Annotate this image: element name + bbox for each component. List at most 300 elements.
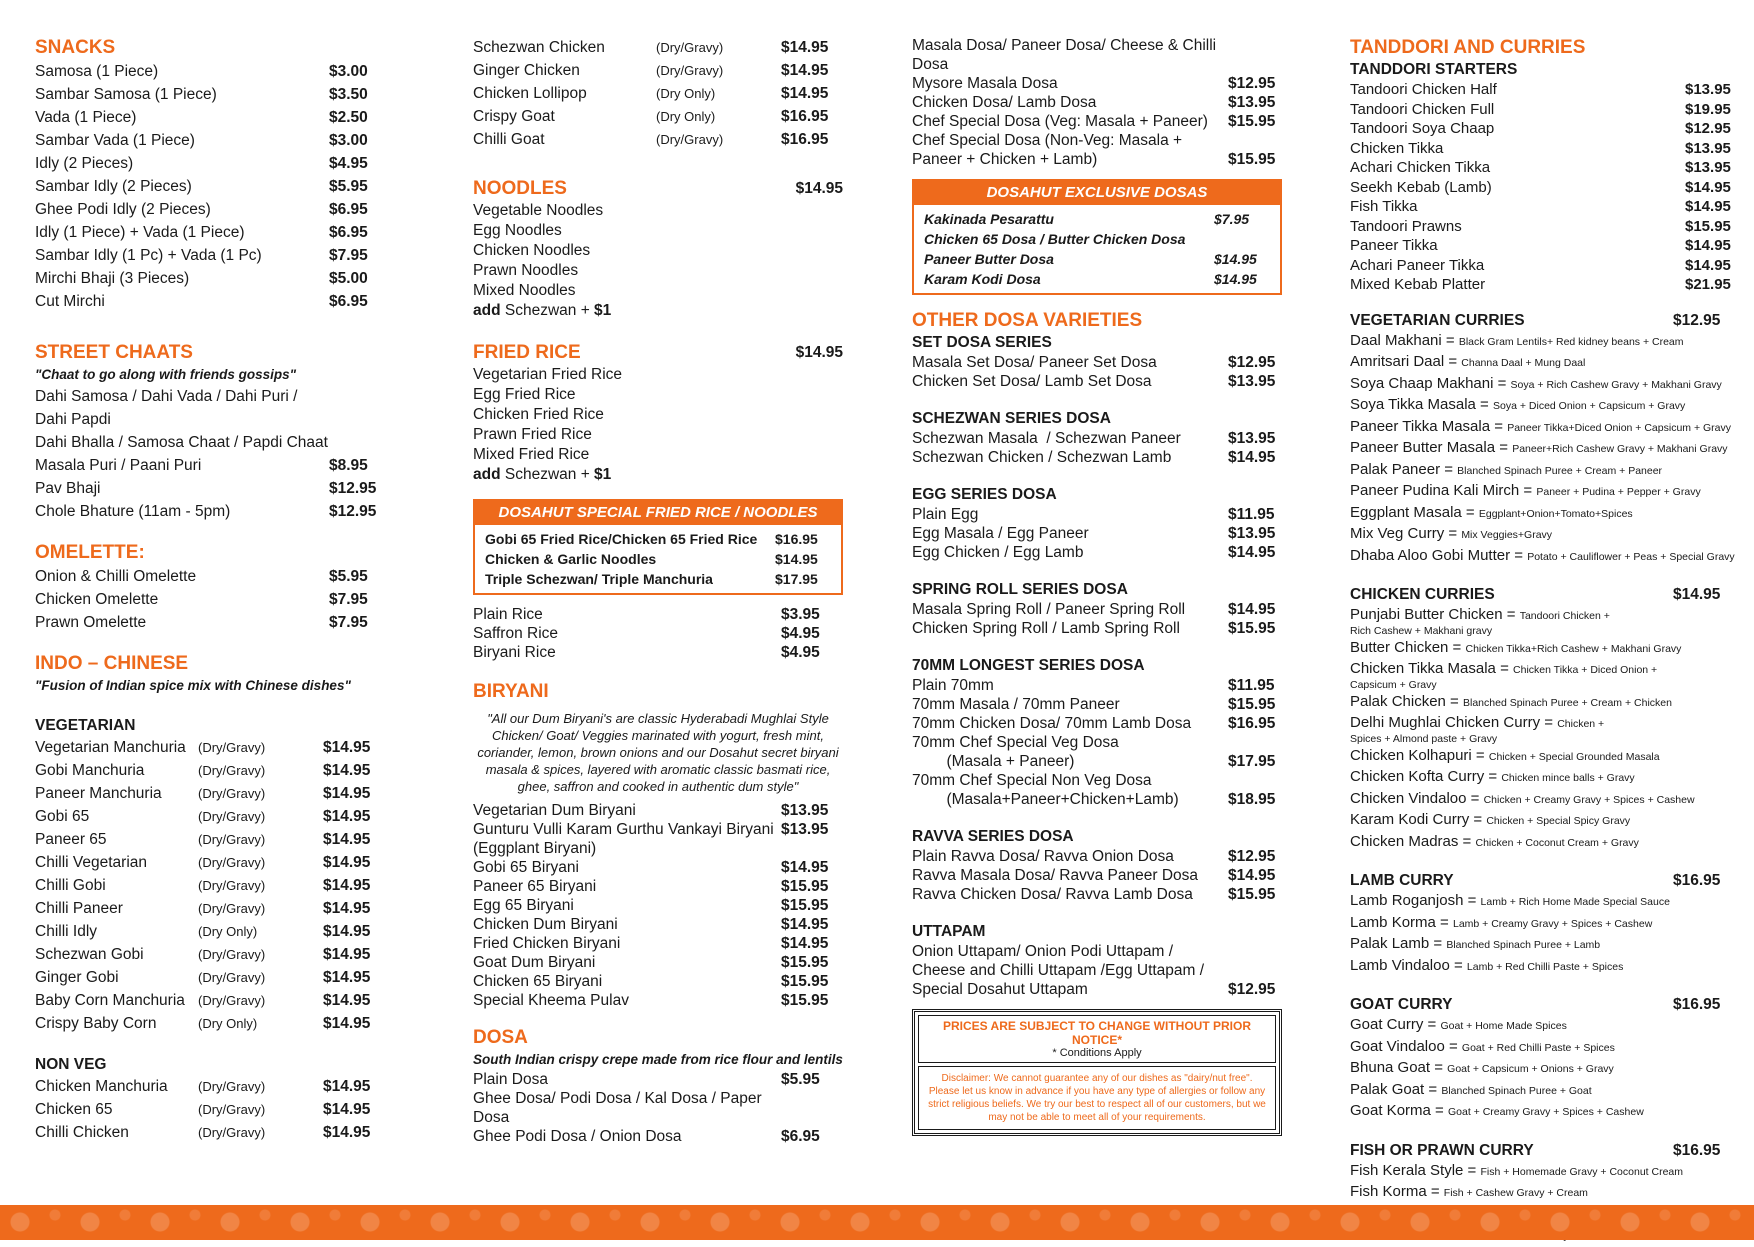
item-price: $11.95 (1228, 506, 1275, 523)
menu-item (473, 915, 843, 934)
item-price: $15.95 (781, 954, 829, 971)
snacks-list (35, 60, 385, 313)
item-name: Karam Kodi Dosa (924, 271, 1041, 287)
menu-item (35, 290, 385, 313)
curry-item-ingredients: Paneer+Rich Cashew Gravy + Makhani Gravy (1512, 443, 1728, 455)
item-price: $12.95 (1228, 981, 1276, 998)
curry-group-title: VEGETARIAN CURRIES (1350, 311, 1525, 329)
curry-groups (1350, 311, 1735, 1247)
item-price: $15.95 (1228, 620, 1276, 637)
curry-item-name: Chicken Kofta Curry (1350, 768, 1485, 785)
equals-sign: = (1463, 892, 1481, 909)
item-price: $13.95 (1228, 94, 1276, 111)
special-fried-rice-box (473, 499, 843, 595)
item-name: Plain Dosa (473, 1071, 548, 1088)
curry-item-name: Paneer Butter Masala (1350, 439, 1496, 456)
exclusive-dosas-title: DOSAHUT EXCLUSIVE DOSAS (914, 181, 1280, 205)
item-name: Sambar Samosa (1 Piece) (35, 86, 217, 103)
curry-item-line (1350, 713, 1735, 735)
curry-item-ingredients: Chicken mince balls + Gravy (1501, 772, 1635, 784)
item-price: $15.95 (781, 973, 829, 990)
item-name: Ravva Chicken Dosa/ Ravva Lamb Dosa (912, 886, 1193, 903)
item-price: $14.95 (323, 900, 371, 917)
menu-item (924, 229, 1270, 249)
item-name: Chicken Omelette (35, 591, 159, 608)
item-name: Egg Chicken / Egg Lamb (912, 544, 1084, 561)
menu-item (912, 980, 1282, 999)
menu-item (473, 858, 843, 877)
dosa-list (473, 1070, 843, 1146)
item-name: Sambar Idly (2 Pieces) (35, 178, 192, 195)
curry-item (1350, 605, 1735, 627)
curry-group-price: $14.95 (1673, 586, 1721, 603)
rice-list (473, 605, 843, 662)
curry-item (1350, 374, 1735, 396)
curry-item-ingredients: Blanched Spinach Puree + Cream + Paneer (1457, 464, 1663, 477)
curry-item-ingredients: Eggplant+Onion+Tomato+Spices (1478, 507, 1633, 520)
item-price: $6.95 (781, 1128, 820, 1145)
curry-item-name: Delhi Mughlai Chicken Curry (1350, 714, 1541, 731)
item-name: Chicken 65 Biryani (473, 973, 603, 990)
menu-item (1350, 158, 1735, 178)
menu-item (35, 244, 385, 267)
item-name: Schezwan Masala / Schezwan Paneer (912, 430, 1181, 447)
item-price: $14.95 (1685, 256, 1731, 274)
item-price: $14.95 (1228, 601, 1276, 618)
equals-sign: = (1444, 1037, 1462, 1055)
curry-item-ingredients: Lamb + Red Chilli Paste + Spices (1466, 960, 1624, 973)
menu-item (1350, 178, 1735, 198)
curry-item-line (1350, 481, 1735, 503)
menu-item (912, 524, 1282, 543)
item-name: Schezwan Chicken / Schezwan Lamb (912, 449, 1172, 466)
item-price: $14.95 (323, 831, 371, 848)
menu-item: Egg Noodles (473, 222, 562, 239)
curry-item-ingredients: Potato + Cauliflower + Peas + Special Gravy (1527, 550, 1735, 563)
indo-chinese-tagline: "Fusion of Indian spice mix with Chinese dishes" (35, 678, 351, 693)
item-variant: (Dry/Gravy) (198, 809, 266, 824)
menu-item (912, 961, 1282, 980)
menu-item (473, 624, 843, 643)
curry-item-ingredients: Goat + Creamy Gravy + Spices + Cashew (1447, 1106, 1644, 1118)
indo-chinese-continued (473, 36, 843, 151)
addon-price: $1 (594, 302, 612, 319)
equals-sign: = (1471, 746, 1489, 764)
curry-group-price: $16.95 (1673, 872, 1721, 889)
biryani-list (473, 801, 843, 1010)
curry-item-ingredients: Tandoori Chicken + (1519, 610, 1610, 622)
curry-item (1350, 713, 1735, 735)
item-price: $13.95 (1685, 81, 1731, 98)
curry-item-name: Chicken Kolhapuri (1350, 746, 1472, 764)
item-name: Chicken 65 (35, 1101, 113, 1118)
item-price: $16.95 (781, 108, 829, 125)
item-price: $19.95 (1685, 100, 1731, 118)
item-price: $14.95 (781, 935, 829, 952)
curry-item-line (1350, 692, 1735, 714)
item-name: Ginger Chicken (473, 62, 580, 79)
item-name: Chef Special Dosa (Veg: Masala + Paneer) (912, 113, 1208, 130)
menu-item (912, 885, 1282, 904)
item-name: Ghee Podi Dosa / Onion Dosa (473, 1128, 682, 1145)
menu-item (473, 105, 843, 128)
curry-item-ingredients: Paneer + Pudina + Pepper + Gravy (1536, 486, 1701, 498)
menu-item (35, 828, 385, 851)
curry-item-ingredients: Black Gram Lentils+ Red kidney beans + Cream (1458, 335, 1684, 348)
item-name: Masala Dosa/ Paneer Dosa/ Cheese & Chilli Dosa (912, 37, 1217, 73)
menu-item (35, 1012, 385, 1035)
curry-item (1350, 438, 1735, 460)
curry-item (1350, 1037, 1735, 1059)
curry-item-line (1350, 1161, 1735, 1183)
item-price: $12.95 (1685, 120, 1731, 137)
indo-veg-list (35, 736, 385, 1035)
item-price: $14.95 (323, 946, 371, 963)
menu-item (35, 175, 385, 198)
addon-label: add (473, 302, 501, 319)
curry-item-ingredients: Soya + Rich Cashew Gravy + Makhani Gravy (1510, 378, 1722, 391)
menu-item (912, 74, 1282, 93)
menu-item (35, 385, 385, 431)
equals-sign: = (1444, 353, 1462, 370)
item-name: Chicken Tikka (1350, 139, 1444, 157)
item-price: $15.95 (781, 878, 829, 895)
menu-item (912, 619, 1282, 638)
dosa-series-title: SET DOSA SERIES (912, 334, 1052, 351)
menu-item (35, 874, 385, 897)
curry-item (1350, 503, 1735, 525)
curry-item-ingredients: Channa Daal + Mung Daal (1461, 357, 1586, 369)
item-name: Chicken Lollipop (473, 85, 587, 102)
curry-item (1350, 638, 1735, 660)
curry-item-name: Goat Vindaloo (1350, 1037, 1445, 1055)
equals-sign: = (1540, 714, 1558, 731)
curry-item-name: Daal Makhani (1350, 331, 1442, 349)
item-name: Paneer + Chicken + Lamb) (912, 151, 1098, 168)
menu-item: Egg Fried Rice (473, 386, 576, 403)
curry-item-name: Chicken Vindaloo (1350, 789, 1467, 807)
disclaimer-text: Disclaimer: We cannot guarantee any of our dishes as "dairy/nut free". Please let us know in advance if you have any type of allergies or follow any strict religious beliefs. We try our best to respect all of our customers, but we may not be able to meet all of your requirements. (918, 1066, 1276, 1130)
item-name: Crispy Baby Corn (35, 1015, 157, 1032)
item-name: Sambar Vada (1 Piece) (35, 132, 195, 149)
menu-item (924, 249, 1270, 269)
curry-item-line (1350, 832, 1735, 854)
item-name: Dahi Bhalla / Samosa Chaat / Papdi Chaat (35, 434, 328, 451)
item-name: Cheese and Chilli Uttapam /Egg Uttapam / (912, 962, 1205, 979)
curry-group-header (1350, 311, 1735, 331)
item-name: Saffron Rice (473, 625, 559, 642)
item-variant: (Dry/Gravy) (198, 1125, 266, 1140)
item-name: Chilli Gobi (35, 877, 106, 894)
item-variant: (Dry/Gravy) (198, 763, 266, 778)
curry-item (1350, 956, 1735, 978)
item-name: Chilli Goat (473, 131, 545, 148)
item-price: $14.95 (1685, 178, 1731, 196)
item-name: Baby Corn Manchuria (35, 992, 185, 1009)
curry-item-line (1350, 374, 1735, 396)
curry-item-ingredients: Chicken + Special Spicy Gravy (1486, 815, 1631, 827)
curry-item-line (1350, 638, 1735, 660)
addon-label: add (473, 466, 501, 483)
item-price: $7.95 (329, 591, 368, 608)
item-price: $14.95 (323, 1124, 371, 1141)
curry-item-line (1350, 417, 1735, 439)
item-price: $14.95 (323, 969, 371, 986)
menu-item (1350, 256, 1735, 276)
item-name: Masala Puri / Paani Puri (35, 457, 202, 474)
item-price: $5.95 (329, 568, 368, 585)
curry-item-line (1350, 1080, 1735, 1102)
curry-item-ingredients: Blanched Spinach Puree + Cream + Chicken (1463, 696, 1672, 709)
item-name: Gobi 65 (35, 808, 90, 825)
item-name: Chilli Paneer (35, 900, 123, 917)
curry-item (1350, 767, 1735, 789)
menu-item (35, 782, 385, 805)
curry-item-line (1350, 503, 1735, 525)
item-variant: (Dry/Gravy) (198, 1079, 266, 1094)
menu-item (912, 448, 1282, 467)
curry-item-line (1350, 789, 1735, 811)
item-price: $21.95 (1685, 276, 1731, 293)
item-name: Schezwan Gobi (35, 946, 144, 963)
street-chaats-tagline: "Chaat to go along with friends gossips" (35, 367, 297, 382)
item-name: Plain Ravva Dosa/ Ravva Onion Dosa (912, 848, 1174, 865)
menu-item (35, 588, 385, 611)
curry-item-ingredients: Lamb + Creamy Gravy + Spices + Cashew (1452, 917, 1653, 930)
item-price: $5.95 (781, 1071, 820, 1088)
menu-item: Prawn Fried Rice (473, 426, 592, 443)
item-price: $5.95 (329, 178, 368, 195)
equals-sign: = (1424, 1080, 1442, 1098)
menu-column-3 (912, 36, 1282, 1136)
curry-item-line (1350, 1058, 1735, 1080)
equals-sign: = (1445, 692, 1463, 710)
item-price: $14.95 (323, 854, 371, 871)
item-name: 70mm Chicken Dosa/ 70mm Lamb Dosa (912, 715, 1192, 732)
item-price: $15.95 (1228, 886, 1276, 903)
item-name: Triple Schezwan/ Triple Manchuria (485, 571, 713, 587)
item-name: Chicken 65 Dosa / Butter Chicken Dosa (924, 231, 1186, 247)
curry-item-ingredients: Lamb + Rich Home Made Special Sauce (1480, 896, 1670, 908)
item-price: $16.95 (1228, 715, 1276, 732)
item-price: $14.95 (781, 916, 829, 933)
curry-item-ingredients: Fish + Homemade Gravy + Coconut Cream (1480, 1165, 1683, 1178)
curry-item-line (1350, 395, 1735, 417)
curry-item-line (1350, 913, 1735, 935)
menu-item (912, 353, 1282, 372)
curry-group-header (1350, 871, 1735, 891)
curry-item-ingredients: Blanched Spinach Puree + Goat (1441, 1084, 1592, 1097)
menu-item (35, 966, 385, 989)
menu-item: Chicken Fried Rice (473, 406, 604, 423)
item-name: Prawn Omelette (35, 614, 147, 631)
menu-item (35, 221, 385, 244)
curry-item-line (1350, 546, 1735, 568)
item-price: $14.95 (323, 1101, 371, 1118)
curry-item-ingredients-cont: Rich Cashew + Makhani gravy (1350, 624, 1493, 637)
curry-item-line (1350, 891, 1735, 913)
curry-item-line (1350, 767, 1735, 789)
item-variant: (Dry/Gravy) (198, 855, 266, 870)
curry-item (1350, 789, 1735, 811)
curry-item (1350, 524, 1735, 546)
curry-item-name: Paneer Tikka Masala (1350, 417, 1491, 435)
curry-item (1350, 331, 1735, 353)
item-price: $12.95 (1228, 75, 1276, 92)
omelette-list (35, 565, 385, 634)
menu-item: Prawn Noodles (473, 262, 579, 279)
item-name: Onion & Chilli Omelette (35, 568, 197, 585)
item-name: Mirchi Bhaji (3 Pieces) (35, 270, 190, 287)
dosa-continued (912, 36, 1282, 169)
item-price: $15.95 (1228, 151, 1276, 168)
curry-item (1350, 1015, 1735, 1037)
curry-group-title: FISH OR PRAWN CURRY (1350, 1141, 1534, 1159)
equals-sign: = (1495, 660, 1514, 677)
menu-item (473, 991, 843, 1010)
curry-item-ingredients: Soya + Diced Onion + Capsicum + Gravy (1493, 400, 1686, 412)
equals-sign: = (1519, 482, 1537, 499)
menu-item (912, 695, 1282, 714)
equals-sign: = (1440, 460, 1458, 478)
curry-item-line (1350, 659, 1735, 681)
curry-item-ingredients: Chicken Tikka + Diced Onion + (1513, 664, 1658, 676)
equals-sign: = (1441, 331, 1459, 349)
menu-item (912, 676, 1282, 695)
item-price: $14.95 (781, 39, 829, 56)
item-price: $11.95 (1228, 677, 1275, 694)
item-price: $3.00 (329, 63, 368, 80)
special-fried-rice-title: DOSAHUT SPECIAL FRIED RICE / NOODLES (475, 501, 841, 525)
curry-item-name: Karam Kodi Curry (1350, 811, 1470, 828)
equals-sign: = (1475, 396, 1493, 413)
noodles-list (473, 201, 843, 301)
curry-item (1350, 746, 1735, 768)
curry-item-ingredients-cont: Capsicum + Gravy (1350, 678, 1437, 691)
item-price: $15.95 (1685, 217, 1731, 235)
item-price: $14.95 (775, 551, 818, 567)
curry-group-price: $12.95 (1673, 311, 1721, 329)
item-name: Chilli Chicken (35, 1124, 129, 1141)
menu-item (35, 129, 385, 152)
street-chaats-title: STREET CHAATS (35, 342, 193, 363)
curry-item (1350, 1182, 1735, 1204)
menu-item (473, 953, 843, 972)
menu-item (912, 866, 1282, 885)
dosa-series-title: SPRING ROLL SERIES DOSA (912, 581, 1128, 598)
menu-item (912, 543, 1282, 562)
tandoori-starters-subtitle: TANDDORI STARTERS (1350, 61, 1518, 78)
menu-item (35, 60, 385, 83)
curry-item-name: Lamb Vindaloo (1350, 956, 1450, 974)
item-price: $14.95 (323, 808, 371, 825)
item-variant: (Dry Only) (198, 924, 258, 939)
curry-item-ingredients: Fish + Cashew Gravy + Cream (1443, 1187, 1588, 1199)
item-price: $12.95 (329, 503, 377, 520)
item-name: Tandoori Soya Chaap (1350, 120, 1495, 137)
curry-group-price: $16.95 (1673, 1141, 1721, 1159)
menu-item (35, 431, 385, 454)
menu-item (473, 1089, 843, 1127)
curry-item-ingredients: Mix Veggies+Gravy (1461, 529, 1553, 541)
special-fried-rice-list (475, 525, 841, 593)
curry-item-name: Chicken Tikka Masala (1350, 660, 1496, 677)
item-price: $6.95 (329, 224, 368, 241)
item-name: Gunturu Vulli Karam Gurthu Vankayi Biryani (473, 821, 774, 838)
menu-item (1350, 236, 1735, 256)
curry-item-line (1350, 460, 1735, 482)
item-variant: (Dry/Gravy) (198, 832, 266, 847)
item-price: $14.95 (1228, 544, 1276, 561)
item-price: $16.95 (775, 531, 818, 547)
menu-item (473, 128, 843, 151)
menu-item: Chicken Noodles (473, 242, 591, 259)
curry-item-name: Lamb Korma (1350, 913, 1436, 931)
menu-item (473, 896, 843, 915)
item-price: $18.95 (1228, 791, 1276, 808)
fried-rice-addon (473, 465, 843, 485)
menu-item (473, 605, 843, 624)
menu-item (35, 920, 385, 943)
item-price: $3.95 (781, 606, 820, 623)
item-name: Pav Bhaji (35, 480, 101, 497)
menu-item (35, 1075, 385, 1098)
item-price: $15.95 (781, 992, 829, 1009)
item-variant: (Dry Only) (656, 86, 716, 101)
item-variant: (Dry/Gravy) (656, 132, 724, 147)
curry-item-name: Lamb Roganjosh (1350, 892, 1464, 909)
item-variant: (Dry/Gravy) (198, 786, 266, 801)
menu-item (1350, 197, 1735, 217)
item-name: Achari Paneer Tikka (1350, 256, 1485, 274)
item-name: Seekh Kebab (Lamb) (1350, 178, 1492, 196)
curry-item (1350, 1101, 1735, 1123)
curry-group-header (1350, 995, 1735, 1015)
item-name: Egg 65 Biryani (473, 897, 574, 914)
curry-item-name: Chicken Madras (1350, 832, 1459, 850)
menu-item (1350, 217, 1735, 237)
menu-item (35, 83, 385, 106)
item-name: Sambar Idly (1 Pc) + Vada (1 Pc) (35, 247, 262, 264)
item-name: Paneer Butter Dosa (924, 251, 1054, 267)
equals-sign: = (1510, 546, 1528, 564)
menu-item (912, 790, 1282, 809)
addon-text: Schezwan + (500, 466, 595, 483)
menu-item (35, 267, 385, 290)
item-price: $4.95 (781, 625, 820, 642)
item-name: Tandoori Chicken Half (1350, 81, 1497, 98)
curry-item-name: Soya Tikka Masala (1350, 396, 1476, 413)
menu-item (35, 477, 385, 500)
item-price: $14.95 (323, 762, 371, 779)
item-price: $4.95 (329, 155, 368, 172)
curry-item-ingredients: Blanched Spinach Puree + Lamb (1446, 939, 1601, 951)
item-name: 70mm Chef Special Veg Dosa (912, 734, 1119, 751)
item-name: (Masala+Paneer+Chicken+Lamb) (912, 791, 1179, 808)
item-name: Dahi Samosa / Dahi Vada / Dahi Puri / Dahi Papdi (35, 388, 298, 428)
item-name: Chicken Set Dosa/ Lamb Set Dosa (912, 373, 1152, 390)
menu-item (35, 1098, 385, 1121)
menu-item (35, 736, 385, 759)
menu-item (473, 59, 843, 82)
noodles-title: NOODLES (473, 178, 567, 199)
menu-item (35, 454, 385, 477)
menu-item (473, 643, 843, 662)
curry-item-ingredients: Chicken + Coconut Cream + Gravy (1475, 836, 1639, 849)
curry-item (1350, 934, 1735, 956)
menu-item (473, 82, 843, 105)
menu-item (473, 820, 843, 839)
